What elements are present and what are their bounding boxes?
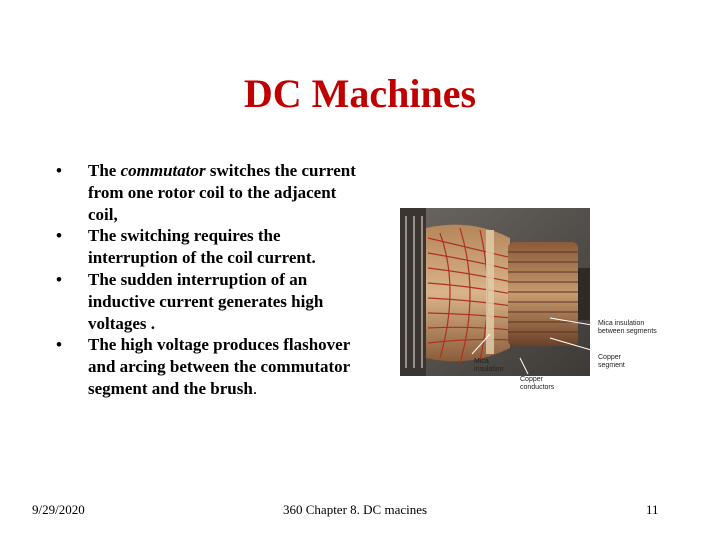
bullet-item — [56, 269, 356, 334]
callout-mica-insulation — [474, 358, 504, 374]
bullet-item — [56, 334, 356, 399]
commutator-figure — [400, 208, 688, 398]
callout-line: between segments — [598, 328, 657, 335]
bullet-text: The switching requires the interruption of the coil current. — [88, 226, 316, 268]
bullet-text: The high voltage produces flashover and arcing between the commutator segment and the brush — [88, 335, 350, 398]
callout-line: Copper — [598, 354, 621, 361]
callout-copper-segment — [598, 354, 625, 370]
bullet-tail: . — [252, 378, 258, 398]
bullet-marker: • — [56, 161, 62, 180]
bullet-item — [56, 225, 356, 269]
bullet-list — [56, 160, 356, 400]
callout-line: segment — [598, 362, 625, 369]
slide-title: DC Machines — [243, 71, 477, 116]
callout-line: Mica insulation — [598, 320, 645, 327]
bullet-text: The — [88, 161, 121, 180]
bullet-text: switches the current from one rotor coil to the adjacent coil, — [88, 161, 356, 224]
footer-date: 9/29/2020 — [32, 502, 85, 517]
bullet-marker: • — [56, 335, 62, 355]
callout-copper-conductors — [520, 376, 554, 392]
callout-line: Mica — [474, 358, 489, 365]
footer-title: 360 Chapter 8. DC macines — [283, 502, 428, 517]
bullet-item — [56, 160, 356, 225]
bullet-emphasis: commutator — [120, 161, 206, 180]
bullet-marker: • — [56, 269, 62, 289]
bullet-text: The sudden interruption of an inductive current generates high voltages . — [88, 269, 324, 333]
callout-line: Copper — [520, 376, 543, 383]
page-number: 11 — [646, 502, 659, 517]
callout-line: conductors — [520, 384, 555, 391]
bullet-marker: • — [56, 226, 62, 246]
callout-mica-between-segments — [598, 320, 657, 336]
callout-arrows — [400, 208, 688, 398]
callout-line: insulation — [474, 366, 504, 373]
